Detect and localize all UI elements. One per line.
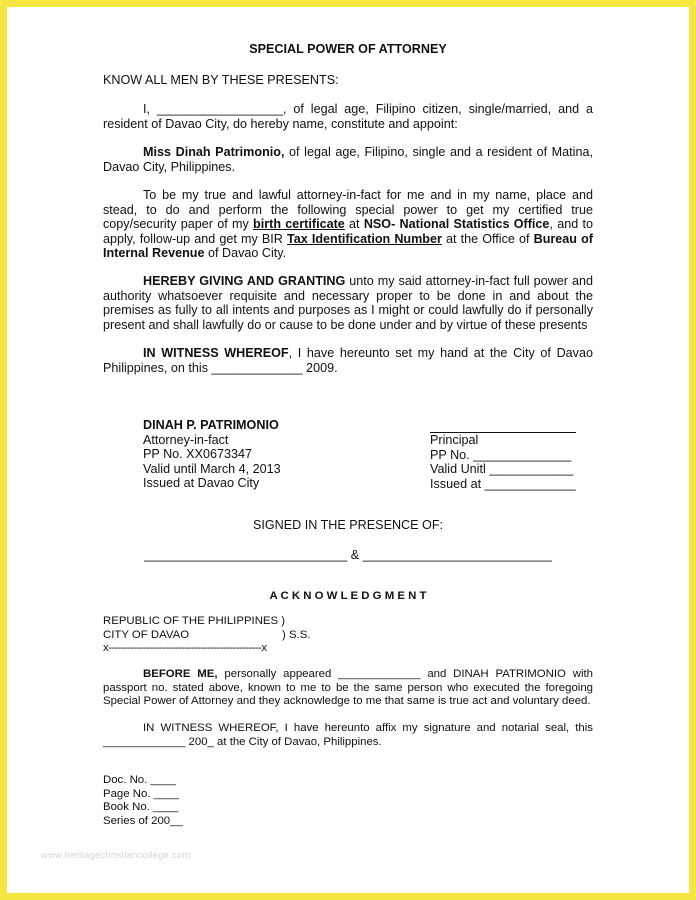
tin-term: Tax Identification Number [286,231,442,246]
witness-heading: IN WITNESS WHEREOF [143,346,289,360]
principal-issued: Issued at _____________ [430,476,576,491]
acknowledgment-title: A C K N O W L E D G M E N T [269,590,427,602]
bir-office: Bureau of Internal Revenue [103,231,593,261]
principal-role: Principal [430,433,479,447]
attorney-role: Attorney-in-fact [143,432,229,447]
attorney-validity: Valid until March 4, 2013 [143,461,281,476]
notarial-register [103,774,303,828]
ack-paragraph-before-me [103,668,593,709]
powers-text-5: of Davao City. [204,246,287,261]
page-no: Page No. ____ [103,787,179,800]
signed-presence-heading: SIGNED IN THE PRESENCE OF: [252,518,444,532]
powers-text-3: , and to apply, follow-up and get my BIR [103,217,593,246]
appointee-details: of legal age, Filipino, single and a resident of Matina, Davao City, Philippines. [103,145,593,174]
powers-text-1: To be my true and lawful attorney-in-fact for me and in my name, place and stead, to do and perform the following special power to get my certified true copy/security paper of my [103,188,593,232]
book-no: Book No. ____ [103,801,179,814]
paragraph-principal: I, __________________, of legal age, Filipino citizen, single/married, and a resident of Davao City, do hereby name, constitute and appoint: [103,102,593,131]
paragraph-powers [103,188,593,261]
paragraph-granting [103,274,593,332]
ack-paragraph-witness: IN WITNESS WHEREOF, I have hereunto affix my signature and notarial seal, this _____________ 200_ at the City of Davao, Philippines. [103,722,593,748]
series-no: Series of 200__ [103,814,183,827]
doc-no: Doc. No. ____ [103,774,176,786]
attorney-name: DINAH P. PATRIMONIO [143,418,279,432]
principal-signature-line [430,418,576,433]
venue-block [103,615,403,656]
principal-validity: Valid Unitl ____________ [430,462,574,477]
attorney-signature-block [143,418,393,491]
appointee-name: Miss Dinah Patrimonio, [143,145,285,159]
granting-text: unto my said attorney-in-fact full power and authority whatsoever requisite and necessary proper to be done in and about the premises as fully to all intents and purposes as I might or could lawfully do if personally present and shall lawfully do or cause to be done under and by virtue of these presents [103,274,593,332]
before-me-text: personally appeared _____________ and DINAH PATRIMONIO with passport no. stated above, known to me to be the same person who executed the foregoing Special Power of Attorney and they acknowledge to me that same is true act and voluntary deed. [103,668,593,708]
know-all-heading: KNOW ALL MEN BY THESE PRESENTS: [103,73,339,87]
document-title: SPECIAL POWER OF ATTORNEY [249,42,447,56]
venue-separator: x------------------------------------------------x [103,642,267,655]
granting-heading: HEREBY GIVING AND GRANTING [143,274,346,288]
nso-office: NSO- National Statistics Office [363,217,550,232]
powers-text-2: at [344,217,364,232]
attorney-passport: PP No. XX0673347 [143,447,252,462]
before-me-heading: BEFORE ME, [143,668,218,680]
principal-passport: PP No. ______________ [430,447,572,462]
principal-signature-block [430,418,590,491]
venue-city: CITY OF DAVAO [103,628,190,641]
venue-ss: ) S.S. [282,628,311,641]
witness-signature-lines: _____________________________ & ___________________________ [144,548,552,562]
paragraph-appointee [103,145,593,174]
attorney-issued: Issued at Davao City [143,476,260,491]
powers-text-4: at the Office of [441,231,534,246]
venue-republic: REPUBLIC OF THE PHILIPPINES ) [103,615,286,627]
witness-text: , I have hereunto set my hand at the City of Davao Philippines, on this _____________ 2009. [103,346,593,375]
site-watermark: www.heritagechristiancollege.com [41,850,191,861]
paragraph-witness [103,346,593,375]
birth-certificate-term: birth certificate [253,217,345,232]
